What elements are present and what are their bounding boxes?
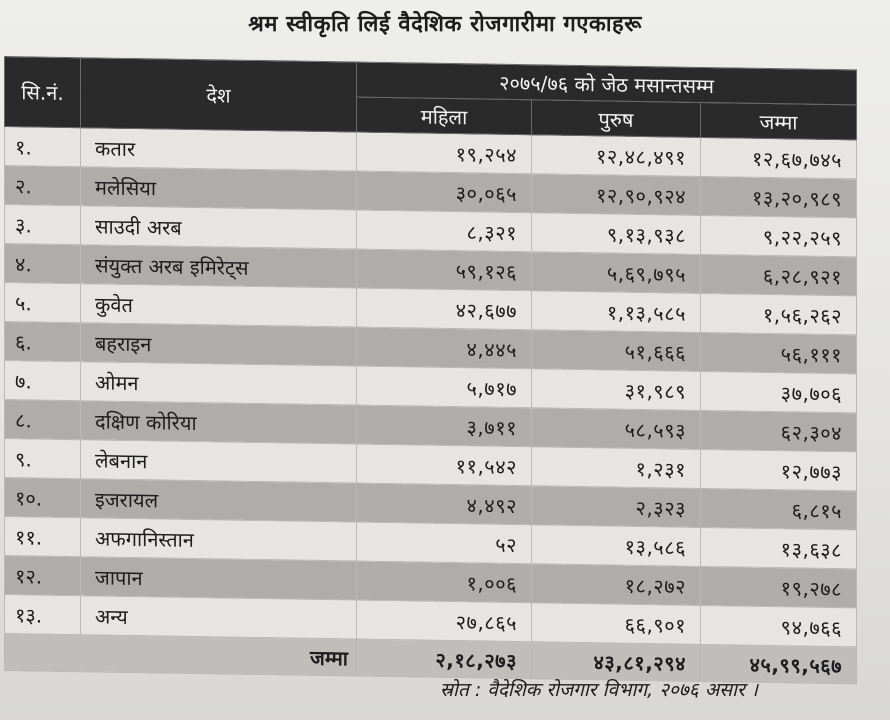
country-cell: लेबनान	[81, 440, 357, 483]
country-cell: मलेसिया	[81, 167, 357, 210]
total-cell: १३,२०,९८९	[701, 176, 857, 217]
serial-cell: ४.	[5, 244, 81, 284]
total-cell: ६,८१५	[701, 488, 857, 529]
serial-cell: ३.	[5, 205, 81, 245]
header-country: देश	[81, 58, 357, 132]
male-cell: ५,६९,७९५	[532, 252, 701, 294]
total-cell: ९४,७६६	[701, 605, 857, 646]
female-cell: ८,३२१	[357, 210, 532, 252]
male-cell: ९,१३,९३८	[532, 213, 701, 255]
total-male: ४३,८१,२९४	[532, 642, 701, 682]
total-cell: १२,६७,७४५	[701, 137, 857, 178]
source-note: स्रोत : वैदेशिक रोजगार विभाग, २०७६ असार ।	[440, 679, 759, 701]
female-cell: ४,४९२	[357, 483, 532, 525]
total-cell: १९,२७८	[701, 566, 857, 607]
country-cell: बहराइन	[81, 323, 357, 366]
total-cell: १३,६३८	[701, 527, 857, 568]
serial-cell: ११.	[5, 517, 81, 557]
serial-cell: १३.	[5, 595, 81, 635]
serial-cell: १.	[5, 127, 81, 167]
female-cell: ३०,०६५	[357, 171, 532, 213]
header-serial: सि.नं.	[5, 57, 81, 128]
country-cell: ओमन	[81, 362, 357, 405]
total-cell: १,५६,२६२	[701, 293, 857, 334]
labour-permit-table	[4, 56, 857, 684]
country-cell: संयुक्त अरब इमिरेट्स	[81, 245, 357, 288]
female-cell: ५२	[357, 522, 532, 564]
total-cell: १२,७७३	[701, 449, 857, 490]
serial-cell: ८.	[5, 400, 81, 440]
female-cell: १९,२५४	[357, 132, 532, 174]
male-cell: १३,५८६	[532, 525, 701, 567]
male-cell: ३१,९८९	[532, 369, 701, 411]
total-cell: ५६,१११	[701, 332, 857, 373]
header-female: महिला	[357, 97, 532, 135]
female-cell: ४,४४५	[357, 327, 532, 369]
country-cell: इजरायल	[81, 479, 357, 522]
serial-cell: १०.	[5, 478, 81, 518]
serial-cell: ५.	[5, 283, 81, 323]
serial-cell: १२.	[5, 556, 81, 596]
female-cell: ५९,१२६	[357, 249, 532, 291]
female-cell: ११,५४२	[357, 444, 532, 486]
total-cell: ६,२८,९२१	[701, 254, 857, 295]
total-cell: ९,२२,२५९	[701, 215, 857, 256]
female-cell: १,००६	[357, 561, 532, 603]
country-cell: अन्य	[81, 596, 357, 639]
country-cell: साउदी अरब	[81, 206, 357, 249]
table-body	[5, 127, 857, 684]
female-cell: ५,७१७	[357, 366, 532, 408]
serial-cell: ७.	[5, 361, 81, 401]
total-label: जम्मा	[5, 634, 357, 677]
serial-cell: ९.	[5, 439, 81, 479]
male-cell: १,१३,५८५	[532, 291, 701, 333]
header-total: जम्मा	[701, 102, 857, 139]
male-cell: १,२३१	[532, 447, 701, 489]
male-cell: १२,९०,९२४	[532, 174, 701, 216]
header-male: पुरुष	[532, 100, 701, 138]
country-cell: अफगानिस्तान	[81, 518, 357, 561]
country-cell: कतार	[81, 128, 357, 171]
male-cell: १८,२७२	[532, 564, 701, 606]
female-cell: २७,८६५	[357, 600, 532, 642]
male-cell: ५१,६६६	[532, 330, 701, 372]
total-total: ४५,९९,५६७	[701, 644, 857, 683]
page-title: श्रम स्वीकृति लिई वैदेशिक रोजगारीमा गएकाहरू	[248, 12, 642, 37]
total-cell: ३७,७०६	[701, 371, 857, 412]
total-cell: ६२,३०४	[701, 410, 857, 451]
total-female: २,१८,२७३	[357, 639, 532, 679]
female-cell: ४२,६७७	[357, 288, 532, 330]
serial-cell: ६.	[5, 322, 81, 362]
country-cell: जापान	[81, 557, 357, 600]
male-cell: १२,४८,४९१	[532, 135, 701, 177]
header-period: २०७५/७६ को जेठ मसान्तसम्म	[357, 62, 857, 105]
serial-cell: २.	[5, 166, 81, 206]
country-cell: कुवेत	[81, 284, 357, 327]
female-cell: ३,७११	[357, 405, 532, 447]
male-cell: ६६,९०१	[532, 603, 701, 645]
male-cell: ५८,५९३	[532, 408, 701, 450]
country-cell: दक्षिण कोरिया	[81, 401, 357, 444]
male-cell: २,३२३	[532, 486, 701, 528]
